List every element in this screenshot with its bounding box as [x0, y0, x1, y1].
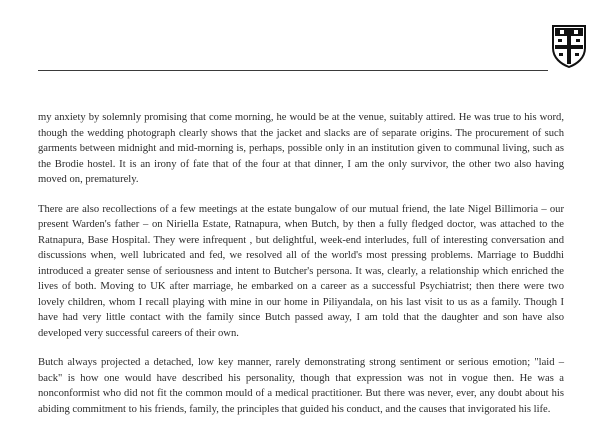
- header-divider: [38, 70, 548, 71]
- shield-cross-crest-icon: [551, 24, 587, 68]
- paragraph-3: Butch always projected a detached, low key manner, rarely demonstrating strong sentiment or serious emotion; "laid – back" is how one would have described his personality, though that expression was not in vogue then. He was a nonconformist who did not fit the common mould of a medical practitioner. But there was never, ever, any doubt about his abiding commitment to his friends, family, the principles that guided his conduct, and the causes that invigorated his life.: [38, 357, 564, 415]
- article-body: [38, 110, 564, 431]
- paragraph-2: There are also recollections of a few meetings at the estate bungalow of our mutual friend, the late Nigel Billimoria – our present Warden's father – on Niriella Estate, Ratnapura, when Butch, by then a fully fledged doctor, was attached to the Ratnapura, Base Hospital. They were infrequent , but delightful, week-end interludes, full of interesting conversation and discussions when, well lubricated and fed, we resolved all of the world's most pressing problems. Marriage to Buddhi introduced a greater sense of seriousness and intent to Butcher's persona. It was, clearly, a relationship which enriched the lives of both. Moving to UK after marriage, he embarked on a career as a successful Psychiatrist; then there were two lovely children, whom I recall playing with mine in our home in Piliyandala, on his last visit to us as a family. Though I have had very little contact with the family since Butch passed away, I am told that the daughter and son have also developed very successful careers of their own.: [38, 203, 564, 339]
- paragraph-1: my anxiety by solemnly promising that come morning, he would be at the venue, suitably attired. He was true to his word, though the wedding photograph clearly shows that the jacket and slacks are of separate origins. The procurement of such garments between midnight and mid-morning is, perhaps, possible only in an institution given to communal living, such as the Brodie hostel. It is an irony of fate that of the four at that dinner, I am the only survivor, the other two also having moved on, prematurely.: [38, 112, 564, 185]
